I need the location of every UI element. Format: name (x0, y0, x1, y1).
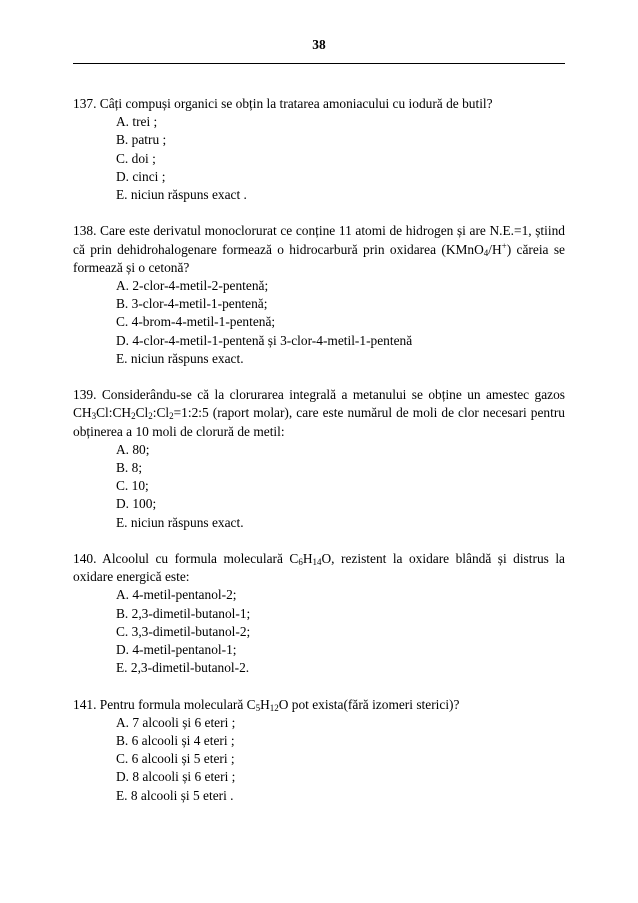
text-segment: O, rezistent la oxidare blândă și distrus la oxidare energică este: (73, 551, 565, 585)
question-text: 137. Câți compuși organici se obțin la tratarea amoniacului cu iodură de butil? (73, 96, 493, 111)
subscript: 2 (169, 411, 174, 422)
text-segment: 138. Care este derivatul monoclorurat ce conține 11 atomi de hidrogen și are N.E.=1, știind că prin dehidrohalogenare formează o hidrocarbură prin oxidarea (KMnO (73, 223, 565, 257)
question-139 (73, 386, 565, 532)
option-b: B. 3-clor-4-metil-1-pentenă; (116, 296, 268, 312)
option-d: D. 100; (116, 496, 157, 512)
subscript: 3 (91, 411, 97, 422)
question-text (73, 696, 565, 714)
question-text (73, 222, 565, 277)
question-text (73, 386, 565, 441)
question-140 (73, 550, 565, 677)
text-segment: O pot exista(fără izomeri sterici)? (278, 696, 460, 712)
question-137 (73, 95, 565, 204)
document-body (73, 95, 565, 823)
subscript: 2 (131, 411, 136, 422)
page-number: 38 (312, 37, 326, 52)
subscript: 12 (269, 702, 279, 713)
option-b: B. 6 alcooli și 4 eteri ; (116, 733, 235, 749)
text-segment: 140. Alcoolul cu formula moleculară C (73, 551, 299, 567)
subscript: 14 (312, 557, 322, 568)
text-segment: =1:2:5 (raport molar), care este numărul de moli de clor necesari pentru obținerea a 10 moli de clorură de metil: (73, 405, 565, 439)
option-a: A. 80; (116, 441, 150, 457)
subscript: 4 (483, 247, 489, 258)
subscript: 6 (298, 557, 303, 568)
text-segment: /H (488, 241, 502, 257)
question-138 (73, 222, 565, 368)
header-rule (73, 63, 565, 64)
option-a: A. 4-metil-pentanol-2; (116, 587, 237, 603)
option-c: C. doi ; (116, 150, 156, 166)
text-segment: H (302, 551, 313, 567)
text-segment: 139. Considerându-se că la clorurarea integrală a metanului se obține un amestec gazos CH (73, 387, 565, 421)
text-segment: ) căreia se formează și o cetonă? (73, 241, 565, 275)
option-a: A. 7 alcooli și 6 eteri ; (116, 714, 236, 730)
option-d: D. 4-clor-4-metil-1-pentenă și 3-clor-4-metil-1-pentenă (116, 332, 413, 348)
option-d: D. 8 alcooli și 6 eteri ; (116, 769, 236, 785)
option-e: E. niciun răspuns exact . (116, 187, 247, 203)
option-c: C. 6 alcooli și 5 eteri ; (116, 751, 235, 767)
text-segment: H (260, 696, 270, 712)
question-text (73, 550, 565, 586)
option-b: B. 8; (116, 460, 143, 476)
option-e: E. niciun răspuns exact. (116, 514, 244, 530)
text-segment: 141. Pentru formula moleculară C (73, 696, 256, 712)
text-segment: Cl:CH (96, 405, 132, 421)
text-segment: :Cl (152, 405, 170, 421)
option-a: A. 2-clor-4-metil-2-pentenă; (116, 278, 269, 294)
question-141 (73, 696, 565, 805)
option-b: B. patru ; (116, 132, 167, 148)
option-b: B. 2,3-dimetil-butanol-1; (116, 605, 251, 621)
option-e: E. niciun răspuns exact. (116, 350, 244, 366)
option-d: D. cinci ; (116, 168, 166, 184)
option-e: E. 2,3-dimetil-butanol-2. (116, 660, 250, 676)
superscript: + (501, 240, 507, 251)
option-c: C. 4-brom-4-metil-1-pentenă; (116, 314, 276, 330)
option-d: D. 4-metil-pentanol-1; (116, 642, 237, 658)
text-segment: Cl (135, 405, 149, 421)
subscript: 2 (148, 411, 153, 422)
option-c: C. 3,3-dimetil-butanol-2; (116, 623, 251, 639)
option-c: C. 10; (116, 478, 149, 494)
subscript: 5 (255, 702, 261, 713)
option-a: A. trei ; (116, 114, 158, 130)
option-e: E. 8 alcooli și 5 eteri . (116, 787, 234, 803)
